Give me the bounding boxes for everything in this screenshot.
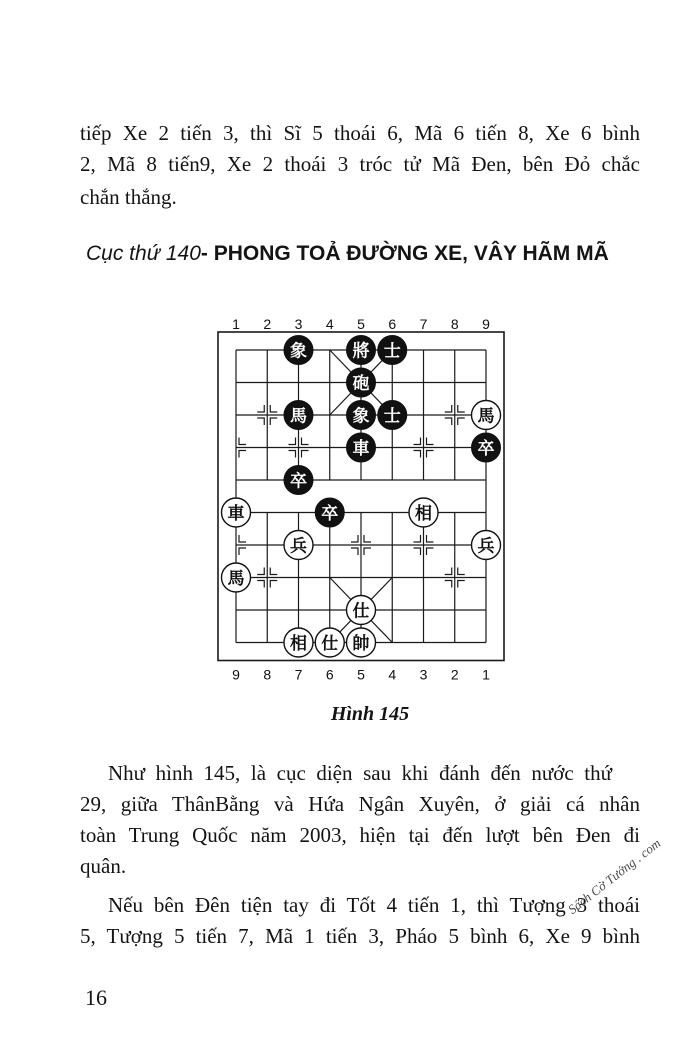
- bottom-file-label: 8: [263, 666, 272, 683]
- red-piece-label: 仕: [352, 601, 370, 622]
- position-mark: [458, 418, 465, 425]
- position-mark: [257, 418, 264, 425]
- black-piece-label: 士: [383, 341, 401, 362]
- position-mark: [445, 568, 452, 575]
- black-piece-label: 砲: [352, 374, 370, 394]
- red-piece-label: 相: [290, 634, 307, 654]
- bottom-file-label: 2: [450, 666, 459, 683]
- position-mark: [458, 568, 465, 575]
- position-mark: [445, 581, 452, 588]
- bottom-file-label: 4: [388, 666, 397, 683]
- position-mark: [270, 581, 277, 588]
- bottom-file-label: 5: [357, 666, 365, 683]
- black-piece-label: 卒: [321, 504, 339, 524]
- top-file-label: 9: [482, 316, 490, 332]
- board-pieces: [222, 336, 501, 658]
- top-file-label: 8: [450, 316, 459, 332]
- watermark-text: Sách Cờ Tướng . com: [565, 835, 664, 917]
- position-mark: [239, 548, 246, 555]
- position-mark: [257, 568, 264, 575]
- black-piece-label: 象: [352, 406, 370, 427]
- body-paragraph-line-1: Như hình 145, là cục diện sau khi đánh đến nước thứ: [108, 761, 612, 785]
- top-paragraph-line-2: 2, Mã 8 tiến9, Xe 2 thoái 3 tróc tử Mã Đen, bên Đỏ chắc: [80, 152, 640, 176]
- top-file-label: 6: [388, 316, 397, 332]
- last-paragraph-line-2: 5, Tượng 5 tiến 7, Mã 1 tiến 3, Pháo 5 bình 6, Xe 9 bình: [80, 924, 640, 948]
- position-mark: [351, 535, 358, 542]
- position-mark: [364, 535, 371, 542]
- position-mark: [427, 451, 434, 458]
- position-mark: [270, 405, 277, 412]
- top-file-label: 2: [263, 316, 272, 332]
- position-mark: [458, 581, 465, 588]
- red-piece-label: 馬: [227, 569, 245, 589]
- position-mark: [414, 451, 421, 458]
- figure-caption: Hình 145: [330, 703, 410, 725]
- position-mark: [302, 451, 309, 458]
- body-paragraph-line-3: toàn Trung Quốc năm 2003, hiện tại đến lượt bên Đen đi: [80, 823, 640, 847]
- red-piece-label: 馬: [477, 406, 495, 427]
- position-mark: [427, 535, 434, 542]
- position-mark: [239, 535, 246, 542]
- top-file-label: 7: [419, 316, 428, 332]
- top-file-label: 3: [294, 316, 303, 332]
- black-piece-label: 士: [383, 406, 401, 427]
- position-mark: [270, 418, 277, 425]
- position-mark: [414, 548, 421, 555]
- red-piece-label: 車: [227, 504, 245, 524]
- position-mark: [289, 451, 296, 458]
- bottom-file-label: 6: [325, 666, 334, 683]
- position-mark: [302, 438, 309, 445]
- red-piece-label: 仕: [321, 634, 339, 654]
- position-mark: [239, 451, 246, 458]
- black-piece-label: 卒: [477, 439, 495, 459]
- body-paragraph-line-4: quân.: [80, 854, 127, 878]
- position-mark: [257, 405, 264, 412]
- red-piece-label: 兵: [290, 536, 307, 557]
- page-number: 16: [85, 985, 107, 1010]
- top-file-label: 5: [357, 316, 365, 332]
- position-mark: [427, 438, 434, 445]
- position-mark: [414, 535, 421, 542]
- position-mark: [445, 405, 452, 412]
- top-file-label: 1: [232, 316, 240, 332]
- black-piece-label: 卒: [290, 471, 307, 492]
- position-mark: [351, 548, 358, 555]
- body-paragraph-line-2: 29, giữa ThânBằng và Hứa Ngân Xuyên, ở giải cá nhân: [80, 792, 640, 816]
- position-mark: [257, 581, 264, 588]
- position-mark: [458, 405, 465, 412]
- position-mark: [270, 568, 277, 575]
- heading-title: - PHONG TOẢ ĐƯỜNG XE, VÂY HÃM MÃ: [200, 242, 609, 265]
- bottom-file-label: 9: [232, 666, 240, 683]
- bottom-file-label: 1: [482, 666, 490, 683]
- heading-number: Cục thứ 140: [86, 242, 201, 265]
- position-mark: [445, 418, 452, 425]
- black-piece-label: 馬: [290, 406, 307, 427]
- top-paragraph-line-3: chắn thắng.: [80, 185, 177, 209]
- position-mark: [289, 438, 296, 445]
- position-mark: [414, 438, 421, 445]
- top-file-label: 4: [325, 316, 334, 332]
- black-piece-label: 將: [352, 341, 370, 362]
- red-piece-label: 兵: [477, 536, 495, 557]
- top-paragraph-line-1: tiếp Xe 2 tiến 3, thì Sĩ 5 thoái 6, Mã 6 tiến 8, Xe 6 bình: [80, 121, 640, 145]
- position-mark: [364, 548, 371, 555]
- red-piece-label: 帥: [352, 634, 370, 654]
- red-piece-label: 相: [415, 504, 432, 524]
- black-piece-label: 車: [352, 439, 370, 459]
- last-paragraph-line-1: Nếu bên Đên tiện tay đi Tốt 4 tiến 1, thì Tượng 3 thoái: [108, 893, 640, 917]
- bottom-file-label: 3: [419, 666, 428, 683]
- black-piece-label: 象: [290, 341, 307, 362]
- bottom-file-label: 7: [294, 666, 303, 683]
- position-mark: [427, 548, 434, 555]
- position-mark: [239, 438, 246, 445]
